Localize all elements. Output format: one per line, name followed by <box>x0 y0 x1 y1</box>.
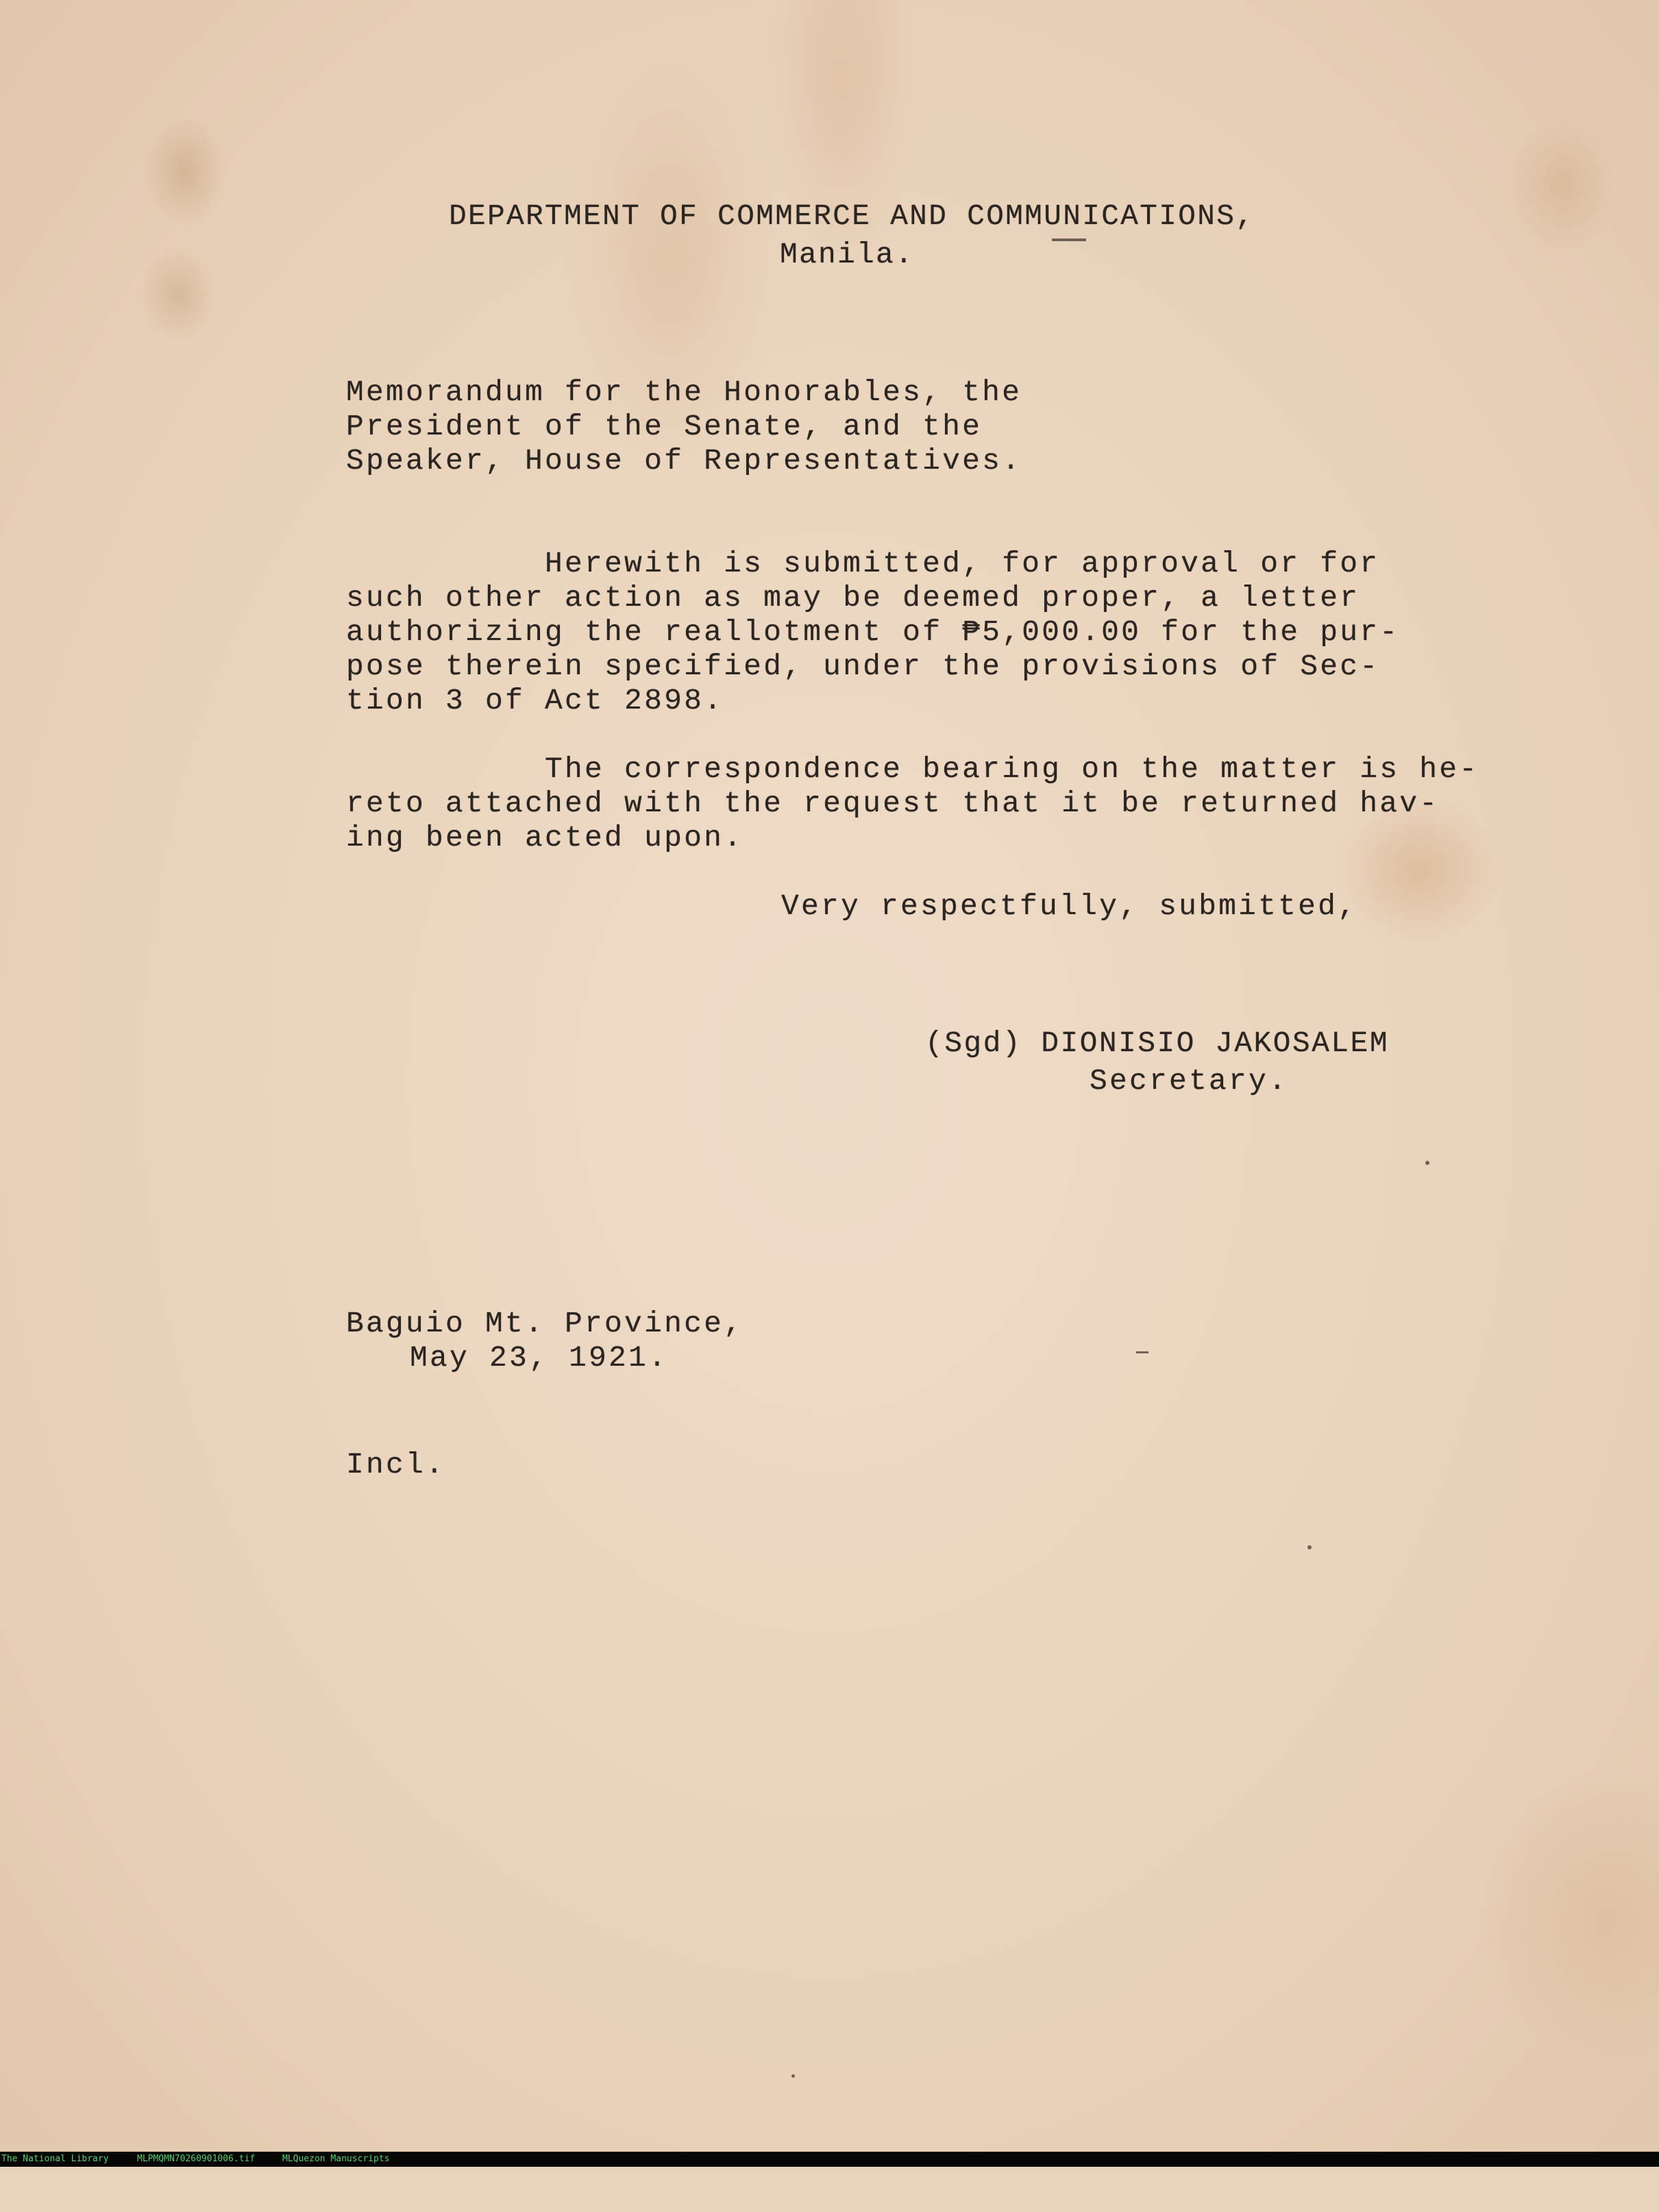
paragraph-line: The correspondence bearing on the matter is he- <box>346 752 1479 786</box>
date-line: May 23, 1921. <box>410 1341 669 1375</box>
stray-mark <box>1307 1545 1312 1549</box>
closing-line: Very respectfully, submitted, <box>781 889 1358 923</box>
header-line-department: DEPARTMENT OF COMMERCE AND COMMUNICATIONS, <box>449 199 1255 233</box>
footer-filename: MLPMQMN70260901006.tif <box>137 2154 256 2164</box>
paragraph-line: pose therein specified, under the provisions of Sec- <box>346 650 1380 683</box>
header-line-city: Manila. <box>780 238 915 271</box>
stray-mark <box>791 2074 795 2078</box>
scan-footer <box>0 2152 1659 2167</box>
stray-mark <box>1136 1351 1148 1353</box>
paragraph-line: authorizing the reallotment of ₱5,000.00 for the pur- <box>346 615 1400 649</box>
signature-title: Secretary. <box>1090 1064 1289 1098</box>
enclosure-line: Incl. <box>346 1448 446 1482</box>
paragraph-line: reto attached with the request that it be returned hav- <box>346 787 1440 820</box>
paragraph-line: tion 3 of Act 2898. <box>346 684 724 717</box>
paragraph-line: such other action as may be deemed proper, a letter <box>346 581 1360 615</box>
place-line: Baguio Mt. Province, <box>346 1307 744 1340</box>
addressee-line: Memorandum for the Honorables, the <box>346 376 1022 409</box>
addressee-line: Speaker, House of Representatives. <box>346 444 1022 478</box>
stray-mark <box>1425 1161 1429 1165</box>
paragraph-line: Herewith is submitted, for approval or for <box>346 547 1380 580</box>
paragraph-line: ing been acted upon. <box>346 821 744 855</box>
footer-library: The National Library <box>1 2154 109 2164</box>
signature-name: (Sgd) DIONISIO JAKOSALEM <box>925 1027 1389 1060</box>
addressee-line: President of the Senate, and the <box>346 410 983 443</box>
overstrike-mark <box>1052 238 1086 241</box>
footer-collection: MLQuezon Manuscripts <box>282 2154 390 2164</box>
